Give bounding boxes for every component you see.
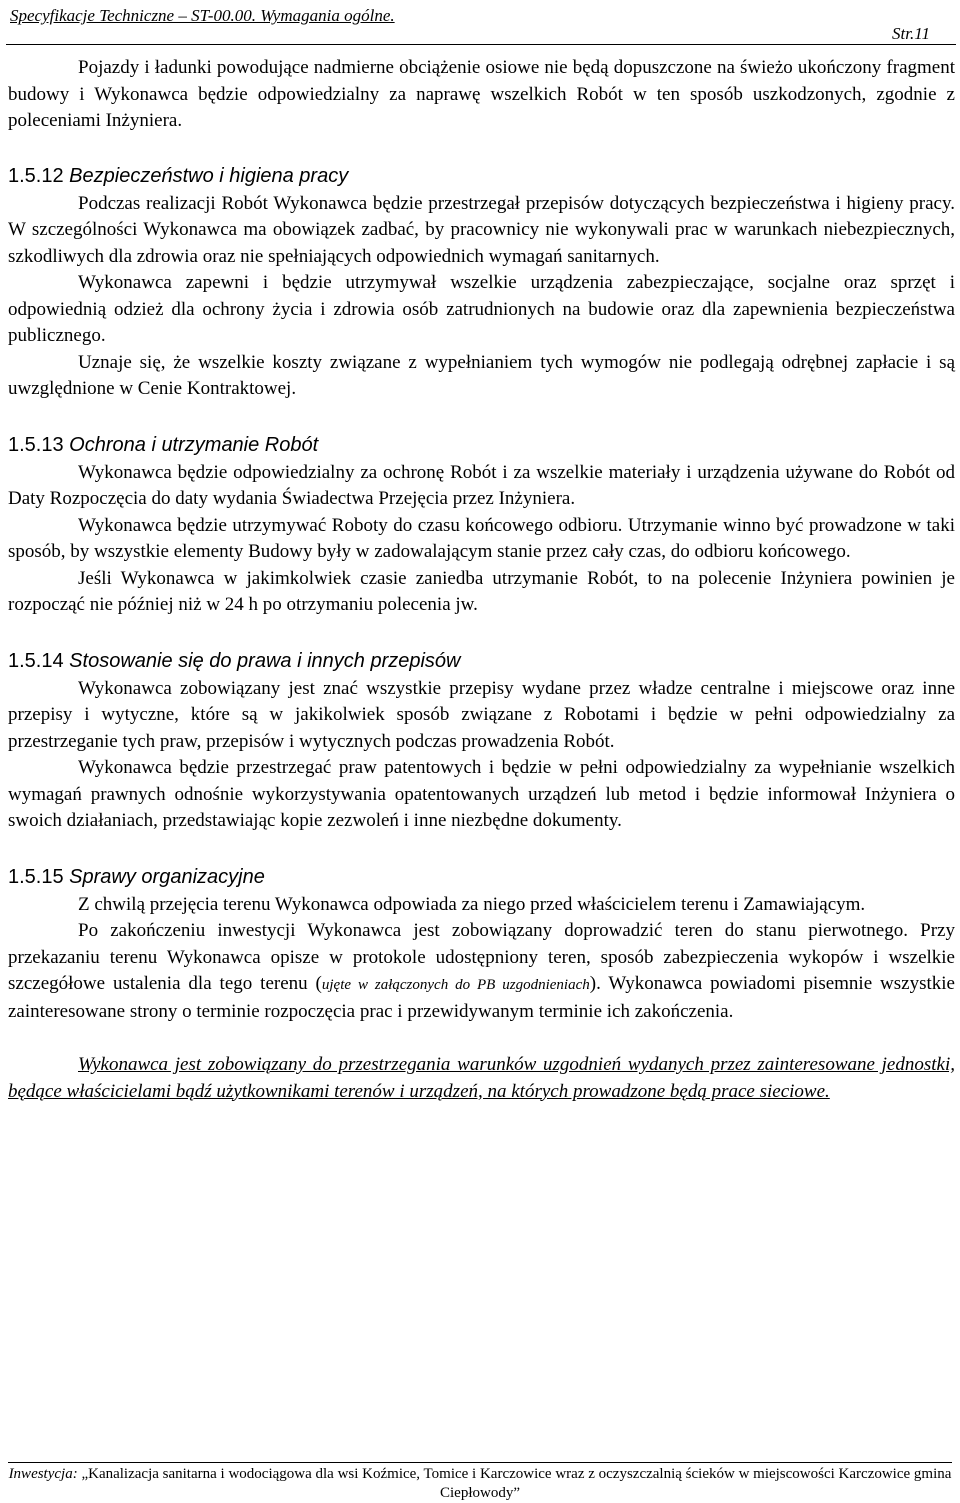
footer-label: Inwestycja:: [8, 1466, 78, 1482]
paragraph: Wykonawca będzie przestrzegać praw patentowych i będzie w pełni odpowiedzialny za wypełnianie wszelkich wymagań prawnych odnośnie wykorzystywania opatentowanych urządzeń lub metod i będzie informował Inżyniera o swoich działaniach, przedstawiając kopie zezwoleń i inne niezbędne dokumenty.: [8, 757, 955, 831]
section-heading-1-5-13: [8, 431, 955, 459]
paragraph: Wykonawca będzie utrzymywać Roboty do czasu końcowego odbioru. Utrzymanie winno być prowadzone w taki sposób, by wszystkie elementy Budowy były w zadowalającym stanie przez cały czas, do odbioru końcowego.: [8, 514, 955, 562]
paragraph: Wykonawca zapewni i będzie utrzymywał wszelkie urządzenia zabezpieczające, socjalne oraz sprzęt i odpowiednią odzież dla ochrony życia i zdrowia osób zatrudnionych na budowie oraz dla zapewnienia bezpieczeństwa publicznego.: [8, 272, 955, 346]
page-header: [6, 0, 956, 45]
section-heading-1-5-12: [8, 162, 955, 190]
paragraph-text: Po zakończeniu inwestycji Wykonawca jest zobowiązany doprowadzić teren do stanu pierwotnego. Przy przekazaniu terenu Wykonawca opisze w protokole udostępniony teren, sposób zabezpieczenia wykopów i wszelkie szczegółowe ustalenia dla tego terenu (: [8, 920, 955, 994]
document-body: [8, 55, 955, 1105]
section-title: Stosowanie się do prawa i innych przepisów: [69, 649, 461, 672]
section-title: Sprawy organizacyjne: [69, 865, 265, 888]
section-number: 1.5.15: [8, 865, 64, 888]
section-number: 1.5.12: [8, 164, 64, 187]
paragraph: Wykonawca będzie odpowiedzialny za ochronę Robót i za wszelkie materiały i urządzenia używane do Robót od Daty Rozpoczęcia do daty wydania Świadectwa Przejęcia przez Inżyniera.: [8, 461, 955, 509]
section-title: Ochrona i utrzymanie Robót: [69, 433, 319, 456]
section-number: 1.5.13: [8, 433, 64, 456]
paragraph: Jeśli Wykonawca w jakimkolwiek czasie zaniedba utrzymanie Robót, to na polecenie Inżyniera powinien je rozpocząć nie później niż w 24 h po otrzymaniu polecenia jw.: [8, 567, 955, 615]
page-footer: [8, 1462, 952, 1503]
section-heading-1-5-15: [8, 863, 955, 891]
paragraph: [8, 918, 955, 1025]
final-underlined-paragraph: Wykonawca jest zobowiązany do przestrzegania warunków uzgodnień wydanych przez zainteresowane jednostki, będące właścicielami bądź użytkownikami terenów i urządzeń, na których prowadzone będą prace sieciowe.: [8, 1054, 955, 1102]
paragraph: Podczas realizacji Robót Wykonawca będzie przestrzegał przepisów dotyczących bezpieczeństwa i higieny pracy. W szczególności Wykonawca ma obowiązek zadbać, by pracownicy nie wykonywali prac w warunkach niebezpiecznych, szkodliwych dla zdrowia oraz nie spełniających odpowiednich wymagań sanitarnych.: [8, 192, 955, 267]
footer-text: „Kanalizacja sanitarna i wodociągowa dla wsi Koźmice, Tomice i Karczowice wraz z oczyszczalnią ścieków w miejscowości Karczowice gmina Ciepłowody”: [81, 1466, 952, 1501]
paragraph: Uznaje się, że wszelkie koszty związane z wypełnianiem tych wymogów nie podlegają odrębnej zapłacie i są uwzględnione w Cenie Kontraktowej.: [8, 351, 955, 399]
inline-italic-note: ujęte w załączonych do PB uzgodnieniach: [321, 977, 590, 993]
intro-paragraph: Pojazdy i ładunki powodujące nadmierne obciążenie osiowe nie będą dopuszczone na świeżo ukończony fragment budowy i Wykonawca będzie odpowiedzialny za naprawę wszelkich Robót w ten sposób uszkodzonych, zgodnie z poleceniami Inżyniera.: [8, 57, 955, 131]
header-title: Specyfikacje Techniczne – ST-00.00. Wymagania ogólne.: [10, 6, 395, 25]
paragraph: Z chwilą przejęcia terenu Wykonawca odpowiada za niego przed właścicielem terenu i Zamawiającym.: [78, 893, 866, 915]
paragraph: Wykonawca zobowiązany jest znać wszystkie przepisy wydane przez władze centralne i miejscowe oraz inne przepisy i wytyczne, które są w jakikolwiek sposób związane z Robotami i będzie w pełni odpowiedzialny za przestrzeganie tych praw, przepisów i wytycznych podczas prowadzenia Robót.: [8, 677, 955, 752]
page-number: Str.11: [892, 24, 930, 43]
paragraph-text: ). Wykonawca powiadomi pisemnie wszystkie zainteresowane strony o terminie rozpoczęcia prac i przewidywanym terminie ich zakończenia.: [8, 973, 955, 1022]
section-title: Bezpieczeństwo i higiena pracy: [69, 164, 349, 187]
section-number: 1.5.14: [8, 649, 64, 672]
section-heading-1-5-14: [8, 647, 955, 675]
